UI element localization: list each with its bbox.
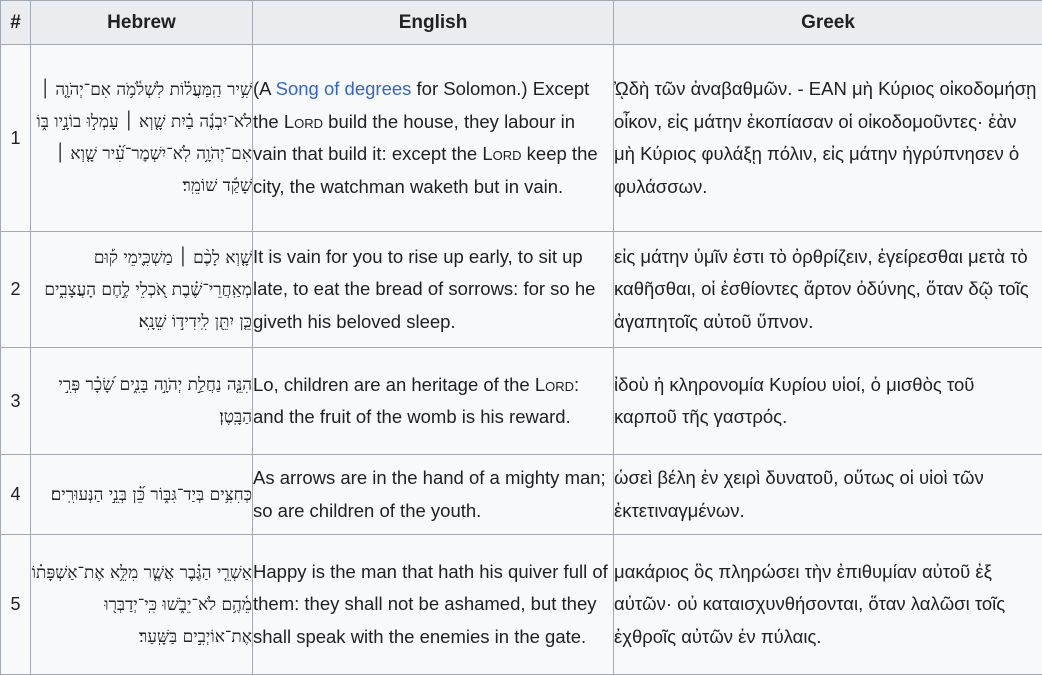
column-header-number[interactable]: # [1,1,31,45]
hebrew-text: כְּחִצִּ֥ים בְּיַד־גִּבּ֑וֹר כֵּ֝֗ן בְּנֵ֣י הַנְּעוּרִֽים׃ [31,455,253,535]
song-of-degrees-link[interactable]: Song of degrees [276,78,412,99]
table-row [1,535,1042,675]
lord-small-caps: Lord [482,143,521,164]
verse-number: 2 [1,232,31,348]
english-text: As arrows are in the hand of a mighty man; so are children of the youth. [253,455,614,535]
greek-text: μακάριος ὃς πληρώσει τὴν ἐπιθυμίαν αὐτοῦ ἐξ αὐτῶν· οὐ καταισχυνθήσονται, ὅταν λαλῶσι τοῖς ἐχθροῖς αὐτῶν ἐν πύλαις. [614,535,1042,675]
english-text [253,45,614,232]
hebrew-text: שִׁ֥יר הַֽמַּעֲל֗וֹת לִשְׁלֹ֫מֹ֥ה אִם־יְהֹוָ֤ה ׀ לֹא־יִבְנֶ֬ה בַ֗יִת שָׁ֤וְא ׀ עָמְל֣וּ בוֹנָ֣יו בּ֑וֹ אִם־יְהֹוָ֥ה לֹֽא־יִשְׁמׇר־עִ֝֗יר שָׁ֤וְא ׀ שָׁקַ֬ד שׁוֹמֵֽר׃ [31,45,253,232]
english-text-segment: Lo, children are an heritage of the [253,374,535,395]
greek-text: ὡσεὶ βέλη ἐν χειρὶ δυνατοῦ, οὕτως οἱ υἱοὶ τῶν ἐκτετιναγμένων. [614,455,1042,535]
column-header-english[interactable]: English [253,1,614,45]
lord-small-caps: Lord [535,374,574,395]
english-text-segment: build the house, they labour in vain that build it: except the [253,111,575,165]
verse-number: 5 [1,535,31,675]
table-row [1,45,1042,232]
hebrew-text: שָׁ֤וְא לָכֶ֨ם ׀ מַשְׁכִּ֪ימֵי ק֡וּם מְאַֽחֲרֵי־שֶׁ֗בֶת אֹ֭כְלֵי לֶ֣חֶם הָעֲצָבִ֑ים כֵּ֤ן יִתֵּ֖ן לִֽידִיד֣וֹ שֵׁנָֽא׃ [31,232,253,348]
english-text-segment: (A [253,78,276,99]
english-text-segment: for Solomon.) Except the [253,78,589,132]
english-text-segment: : and the fruit of the womb is his reward. [253,374,579,428]
verse-number: 4 [1,455,31,535]
greek-text: ἰδοὺ ἡ κληρονομία Κυρίου υἱοί, ὁ μισθὸς τοῦ καρποῦ τῆς γαστρός. [614,348,1042,455]
verse-number: 3 [1,348,31,455]
table-row [1,455,1042,535]
column-header-greek[interactable]: Greek [614,1,1042,45]
english-text: Happy is the man that hath his quiver full of them: they shall not be ashamed, but they shall speak with the enemies in the gate. [253,535,614,675]
hebrew-text: הִנֵּ֤ה נַחֲלַ֣ת יְהֹוָ֣ה בָּנִ֑ים שָׂ֝כָ֗ר פְּרִ֣י הַבָּֽטֶן׃ [31,348,253,455]
table-header-row [1,1,1042,45]
english-text-segment: keep the city, the watchman waketh but in vain. [253,143,598,197]
verse-number: 1 [1,45,31,232]
english-text [253,348,614,455]
greek-text: εἰς μάτην ὑμῖν ἐστι τὸ ὀρθρίζειν, ἐγείρεσθαι μετὰ τὸ καθῆσθαι, οἱ ἐσθίοντες ἄρτον ὀδύνης, ὅταν δῷ τοῖς ἀγαπητοῖς αὐτοῦ ὕπνον. [614,232,1042,348]
table-row [1,348,1042,455]
english-text: It is vain for you to rise up early, to sit up late, to eat the bread of sorrows: for so he giveth his beloved sleep. [253,232,614,348]
hebrew-text: אַשְׁרֵ֤י הַגֶּ֗בֶר אֲשֶׁ֤ר מִלֵּ֥א אֶת־אַשְׁפָּת֗וֹ מֵ֫הֶ֥ם לֹא־יֵבֹ֑שׁוּ כִּֽי־יְדַבְּר֖וּ אֶת־אוֹיְבִ֣ים בַּשָּֽׁעַר׃ [31,535,253,675]
greek-text: ᾨδὴ τῶν ἀναβαθμῶν. - ΕΑΝ μὴ Κύριος οἰκοδομήσῃ οἶκον, εἰς μάτην ἐκοπίασαν οἱ οἰκοδομοῦντες· ἐὰν μὴ Κύριος φυλάξῃ πόλιν, εἰς μάτην ἠγρύπνησεν ὁ φυλάσσων. [614,45,1042,232]
table-row [1,232,1042,348]
lord-small-caps: Lord [284,111,323,132]
column-header-hebrew[interactable]: Hebrew [31,1,253,45]
